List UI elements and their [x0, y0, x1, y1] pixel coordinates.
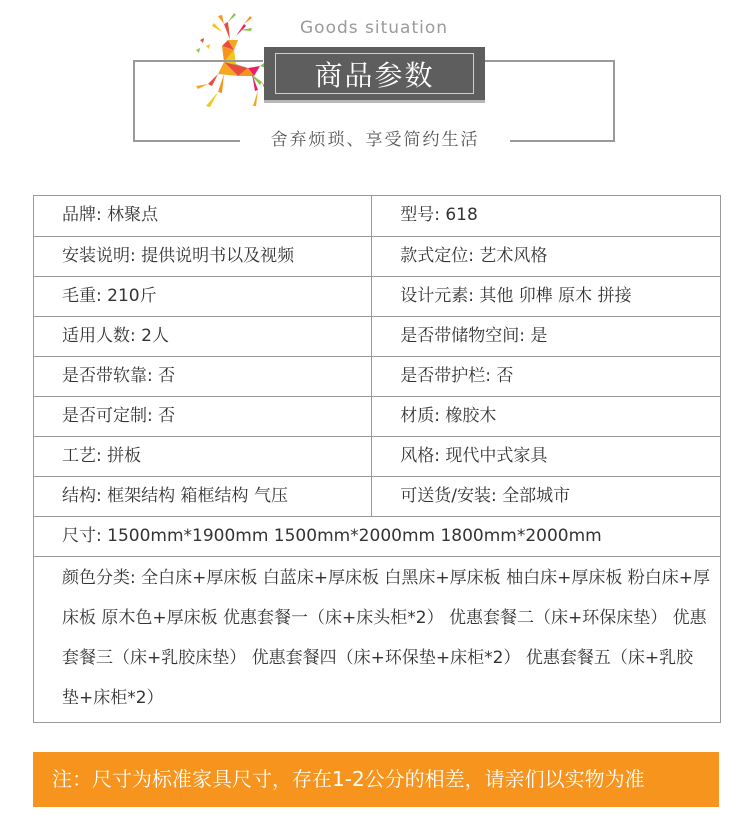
spec-cell: 是否带护栏: 否 — [371, 357, 720, 396]
spec-cell: 材质: 橡胶木 — [371, 397, 720, 436]
spec-cell: 工艺: 拼板 — [62, 446, 142, 466]
table-row-size — [34, 516, 720, 556]
table-row — [34, 276, 720, 316]
colors-cell: 颜色分类: 全白床+厚床板 白蓝床+厚床板 白黑床+厚床板 柚白床+厚床板 粉白床+厚床板 原木色+厚床板 优惠套餐一（床+床头柜*2） 优惠套餐二（床+环保床垫） 优惠套餐三（床+乳胶床垫） 优惠套餐四（床+环保垫+床柜*2） 优惠套餐五（床+乳胶垫+床柜*2） — [62, 568, 710, 708]
spec-cell: 安装说明: 提供说明书以及视频 — [62, 246, 295, 266]
table-row — [34, 396, 720, 436]
notice-bar — [33, 752, 719, 807]
spec-cell: 适用人数: 2人 — [62, 326, 169, 346]
table-row — [34, 356, 720, 396]
spec-cell: 结构: 框架结构 箱框结构 气压 — [62, 486, 288, 506]
spec-cell: 是否可定制: 否 — [62, 406, 176, 426]
title-box — [264, 47, 485, 103]
subtitle-english: Goods situation — [300, 18, 449, 38]
spec-cell: 风格: 现代中式家具 — [371, 437, 720, 476]
table-row — [34, 476, 720, 516]
page-header — [0, 0, 750, 185]
spec-cell: 款式定位: 艺术风格 — [371, 237, 720, 276]
spec-cell: 是否带储物空间: 是 — [371, 317, 720, 356]
size-cell: 尺寸: 1500mm*1900mm 1500mm*2000mm 1800mm*2000mm — [62, 526, 602, 546]
table-row — [34, 236, 720, 276]
frame-top-right-line — [485, 60, 613, 62]
table-row — [34, 196, 720, 236]
spec-cell: 型号: 618 — [371, 196, 720, 236]
frame-top-left-line — [133, 60, 263, 62]
spec-cell: 品牌: 林聚点 — [62, 205, 159, 225]
table-row — [34, 316, 720, 356]
notice-text: 注：尺寸为标准家具尺寸，存在1-2公分的相差，请亲们以实物为准 — [52, 767, 645, 791]
table-row-colors — [34, 556, 720, 722]
spec-cell: 设计元素: 其他 卯榫 原木 拼接 — [371, 277, 720, 316]
spec-cell: 是否带软靠: 否 — [62, 366, 176, 386]
spec-cell: 毛重: 210斤 — [62, 286, 157, 306]
title-inner-border — [275, 53, 474, 94]
specs-table — [33, 195, 721, 723]
page-title: 商品参数 — [314, 58, 435, 92]
spec-cell: 可送货/安装: 全部城市 — [371, 477, 720, 516]
table-row — [34, 436, 720, 476]
slogan: 舍弃烦琐、享受简约生活 — [270, 130, 480, 150]
